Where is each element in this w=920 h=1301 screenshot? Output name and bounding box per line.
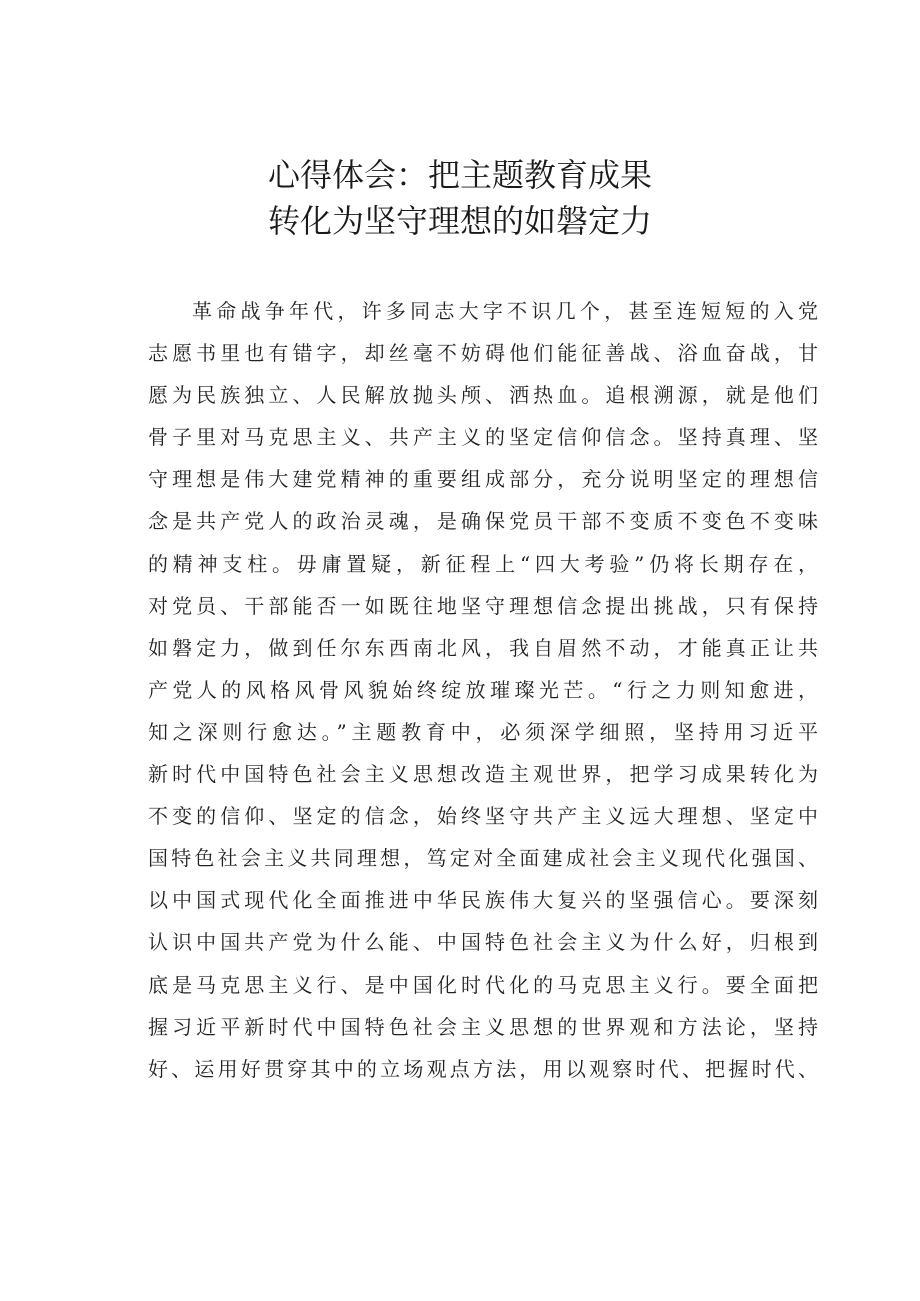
body-line: 不变的信仰、坚定的信念，始终坚守共产主义远大理想、坚定中 [148, 804, 818, 829]
body-line: 念是共产党人的政治灵魂，是确保党员干部不变质不变色不变味 [148, 509, 818, 534]
body-line: 志愿书里也有错字，却丝毫不妨碍他们能征善战、浴血奋战，甘 [148, 341, 818, 366]
body-line: 以中国式现代化全面推进中华民族伟大复兴的坚强信心。要深刻 [148, 888, 818, 913]
body-line: 对党员、干部能否一如既往地坚守理想信念提出挑战，只有保持 [148, 593, 818, 618]
title-line-2: 转化为坚守理想的如磐定力 [267, 202, 652, 240]
body-line: 知之深则行愈达。”主题教育中，必须深学细照，坚持用习近平 [148, 719, 818, 744]
document-title [0, 152, 920, 244]
body-line: 握习近平新时代中国特色社会主义思想的世界观和方法论，坚持 [148, 1014, 818, 1039]
body-line: 的精神支柱。毋庸置疑，新征程上“四大考验”仍将长期存在， [148, 551, 818, 576]
body-line: 新时代中国特色社会主义思想改造主观世界，把学习成果转化为 [148, 762, 818, 787]
body-line: 产党人的风格风骨风貌始终绽放璀璨光芒。“行之力则知愈进， [148, 677, 818, 702]
body-line: 革命战争年代，许多同志大字不识几个，甚至连短短的入党 [192, 299, 818, 323]
body-line: 守理想是伟大建党精神的重要组成部分，充分说明坚定的理想信 [148, 467, 818, 492]
body-line: 愿为民族独立、人民解放抛头颅、洒热血。追根溯源，就是他们 [148, 383, 818, 408]
body-line: 如磐定力，做到任尔东西南北风，我自眉然不动，才能真正让共 [148, 635, 818, 660]
body-line: 底是马克思主义行、是中国化时代化的马克思主义行。要全面把 [148, 972, 818, 997]
body-line: 好、运用好贯穿其中的立场观点方法，用以观察时代、把握时代、 [148, 1056, 818, 1081]
body-line: 国特色社会主义共同理想，笃定对全面建成社会主义现代化强国、 [148, 846, 818, 871]
body-line: 骨子里对马克思主义、共产主义的坚定信仰信念。坚持真理、坚 [148, 425, 818, 450]
document-body [148, 290, 818, 1090]
title-line-1: 心得体会：把主题教育成果 [267, 156, 652, 194]
body-line: 认识中国共产党为什么能、中国特色社会主义为什么好，归根到 [148, 930, 818, 955]
